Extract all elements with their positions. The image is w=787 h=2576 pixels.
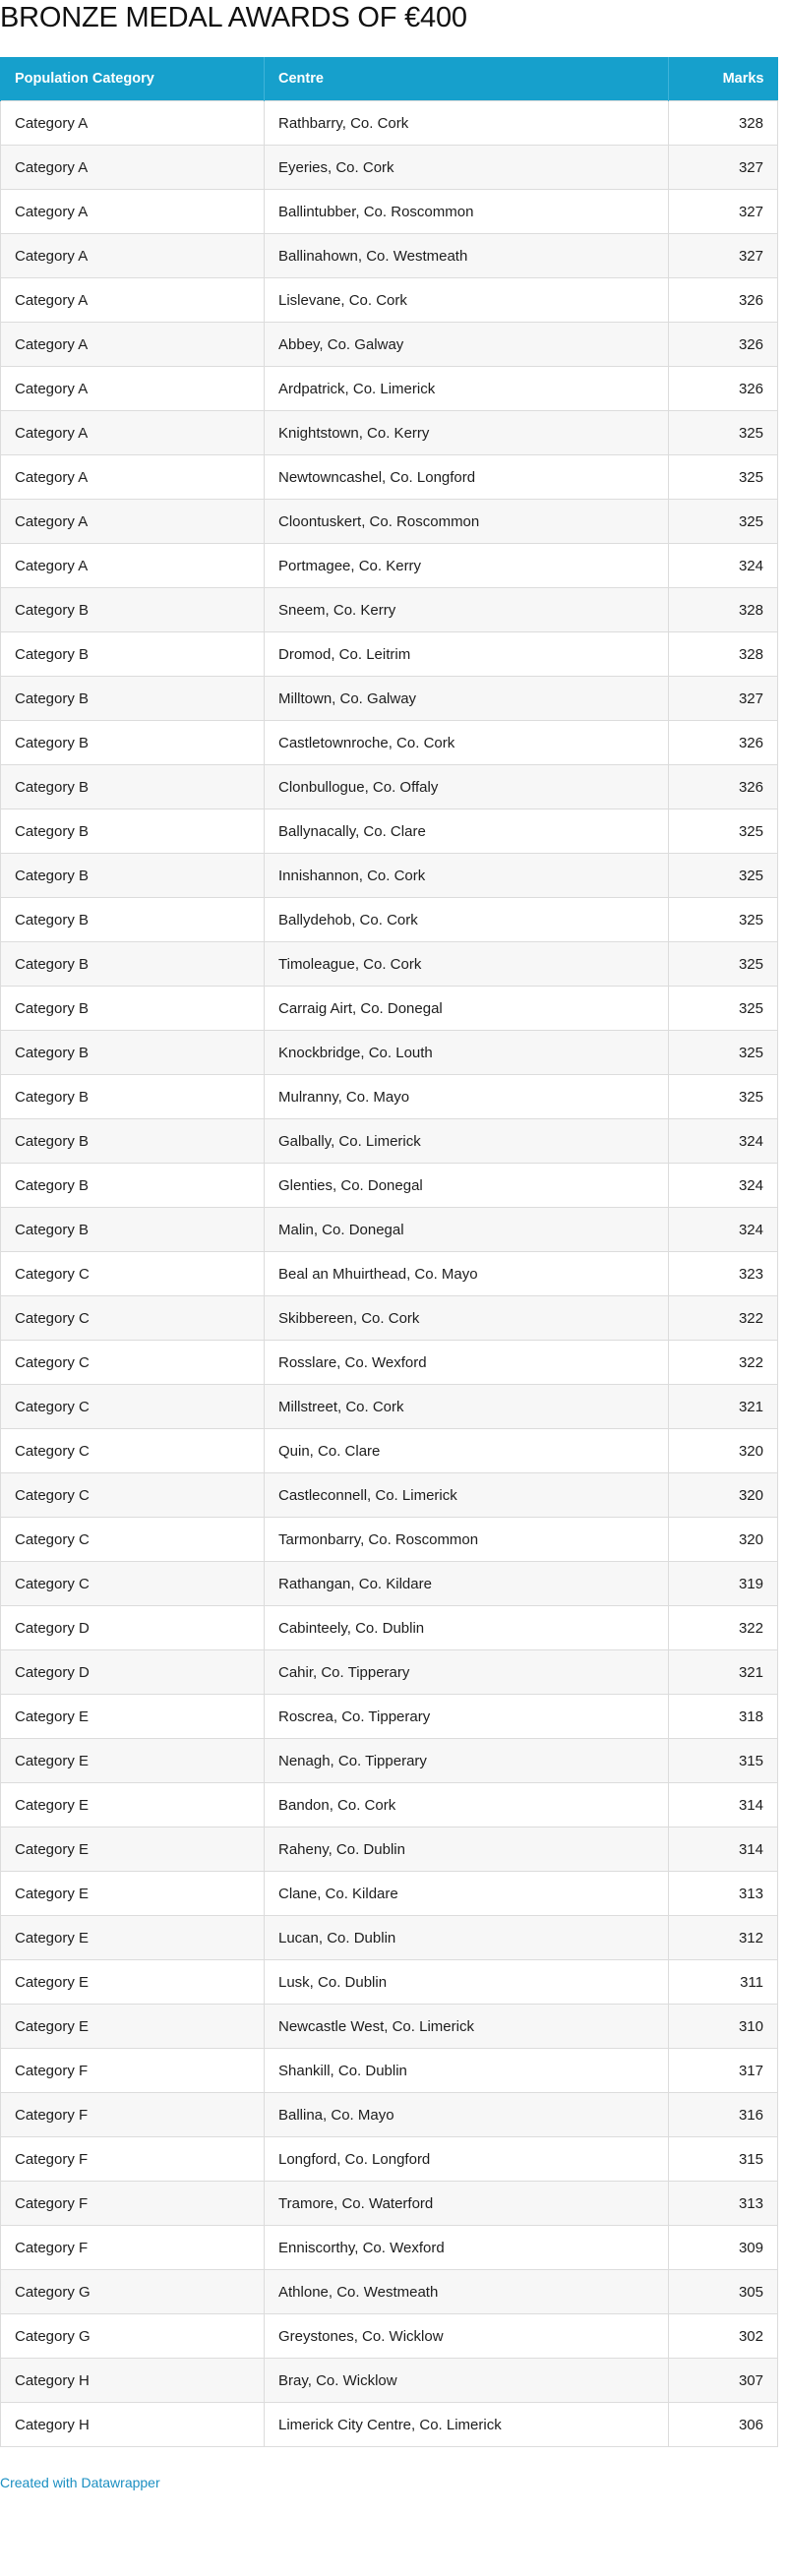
cell-marks: 310 [669,2005,778,2049]
cell-centre: Portmagee, Co. Kerry [265,544,669,588]
cell-centre: Cahir, Co. Tipperary [265,1650,669,1695]
table-row [1,1606,778,1650]
cell-marks: 321 [669,1650,778,1695]
cell-population-category: Category D [1,1606,265,1650]
cell-centre: Bandon, Co. Cork [265,1783,669,1827]
table-row [1,632,778,677]
awards-table-container [0,57,777,2447]
cell-marks: 313 [669,1872,778,1916]
table-row [1,1872,778,1916]
cell-centre: Malin, Co. Donegal [265,1208,669,1252]
table-row [1,1695,778,1739]
cell-marks: 326 [669,323,778,367]
cell-population-category: Category H [1,2403,265,2447]
cell-centre: Bray, Co. Wicklow [265,2359,669,2403]
cell-marks: 327 [669,190,778,234]
cell-centre: Longford, Co. Longford [265,2137,669,2182]
table-row [1,1252,778,1296]
cell-population-category: Category B [1,1075,265,1119]
cell-centre: Ballydehob, Co. Cork [265,898,669,942]
cell-population-category: Category B [1,1164,265,1208]
table-row [1,588,778,632]
table-header [1,57,778,101]
cell-population-category: Category A [1,278,265,323]
cell-marks: 320 [669,1518,778,1562]
cell-marks: 327 [669,146,778,190]
cell-centre: Milltown, Co. Galway [265,677,669,721]
cell-centre: Glenties, Co. Donegal [265,1164,669,1208]
cell-population-category: Category B [1,677,265,721]
cell-marks: 322 [669,1606,778,1650]
cell-population-category: Category B [1,1208,265,1252]
awards-table [0,57,778,2447]
cell-marks: 325 [669,455,778,500]
datawrapper-credit-link[interactable]: Created with Datawrapper [0,2475,160,2490]
cell-marks: 328 [669,101,778,146]
table-row [1,2005,778,2049]
cell-population-category: Category C [1,1518,265,1562]
table-row [1,323,778,367]
cell-centre: Raheny, Co. Dublin [265,1827,669,1872]
cell-centre: Castleconnell, Co. Limerick [265,1473,669,1518]
table-row [1,1518,778,1562]
cell-centre: Tarmonbarry, Co. Roscommon [265,1518,669,1562]
cell-marks: 325 [669,854,778,898]
cell-population-category: Category F [1,2049,265,2093]
cell-centre: Rathbarry, Co. Cork [265,101,669,146]
cell-marks: 302 [669,2314,778,2359]
cell-marks: 324 [669,1119,778,1164]
table-row [1,367,778,411]
cell-marks: 325 [669,942,778,987]
table-row [1,1827,778,1872]
cell-marks: 328 [669,632,778,677]
cell-marks: 326 [669,721,778,765]
cell-population-category: Category A [1,146,265,190]
cell-marks: 326 [669,765,778,809]
cell-centre: Ballina, Co. Mayo [265,2093,669,2137]
cell-marks: 306 [669,2403,778,2447]
cell-population-category: Category B [1,942,265,987]
cell-population-category: Category F [1,2093,265,2137]
cell-marks: 320 [669,1429,778,1473]
table-row [1,544,778,588]
table-row [1,765,778,809]
cell-population-category: Category E [1,1827,265,1872]
cell-centre: Knockbridge, Co. Louth [265,1031,669,1075]
cell-centre: Timoleague, Co. Cork [265,942,669,987]
cell-population-category: Category C [1,1562,265,1606]
cell-population-category: Category C [1,1252,265,1296]
cell-population-category: Category E [1,1916,265,1960]
cell-marks: 323 [669,1252,778,1296]
cell-centre: Abbey, Co. Galway [265,323,669,367]
cell-population-category: Category A [1,544,265,588]
cell-centre: Clonbullogue, Co. Offaly [265,765,669,809]
cell-marks: 325 [669,500,778,544]
cell-marks: 314 [669,1783,778,1827]
cell-centre: Lucan, Co. Dublin [265,1916,669,1960]
cell-centre: Castletownroche, Co. Cork [265,721,669,765]
cell-population-category: Category E [1,1960,265,2005]
cell-marks: 319 [669,1562,778,1606]
cell-population-category: Category B [1,721,265,765]
cell-population-category: Category A [1,234,265,278]
cell-centre: Enniscorthy, Co. Wexford [265,2226,669,2270]
table-row [1,2137,778,2182]
table-row [1,1208,778,1252]
table-row [1,898,778,942]
cell-population-category: Category H [1,2359,265,2403]
cell-population-category: Category E [1,1739,265,1783]
cell-population-category: Category B [1,898,265,942]
table-row [1,1385,778,1429]
table-row [1,1429,778,1473]
cell-population-category: Category A [1,367,265,411]
column-header-marks[interactable]: Marks [669,57,778,101]
cell-marks: 328 [669,588,778,632]
cell-centre: Lislevane, Co. Cork [265,278,669,323]
column-header-population-category[interactable]: Population Category [1,57,265,101]
table-row [1,1473,778,1518]
table-row [1,146,778,190]
cell-marks: 322 [669,1296,778,1341]
cell-population-category: Category C [1,1341,265,1385]
cell-population-category: Category B [1,854,265,898]
cell-population-category: Category G [1,2270,265,2314]
table-body [1,101,778,2447]
cell-centre: Athlone, Co. Westmeath [265,2270,669,2314]
cell-centre: Cloontuskert, Co. Roscommon [265,500,669,544]
cell-population-category: Category B [1,632,265,677]
table-row [1,1164,778,1208]
table-row [1,1739,778,1783]
cell-marks: 324 [669,1208,778,1252]
table-row [1,2093,778,2137]
table-row [1,987,778,1031]
table-row [1,1562,778,1606]
table-header-row [1,57,778,101]
table-row [1,677,778,721]
cell-centre: Tramore, Co. Waterford [265,2182,669,2226]
cell-population-category: Category C [1,1473,265,1518]
table-row [1,2049,778,2093]
column-header-centre[interactable]: Centre [265,57,669,101]
table-row [1,1119,778,1164]
cell-population-category: Category D [1,1650,265,1695]
cell-centre: Dromod, Co. Leitrim [265,632,669,677]
cell-population-category: Category B [1,765,265,809]
cell-centre: Newtowncashel, Co. Longford [265,455,669,500]
cell-centre: Limerick City Centre, Co. Limerick [265,2403,669,2447]
table-row [1,2359,778,2403]
cell-marks: 305 [669,2270,778,2314]
cell-population-category: Category B [1,1031,265,1075]
table-row [1,1031,778,1075]
cell-marks: 325 [669,1075,778,1119]
table-row [1,854,778,898]
cell-population-category: Category A [1,323,265,367]
table-row [1,278,778,323]
cell-marks: 313 [669,2182,778,2226]
cell-centre: Ardpatrick, Co. Limerick [265,367,669,411]
table-row [1,2182,778,2226]
cell-population-category: Category C [1,1385,265,1429]
cell-marks: 325 [669,1031,778,1075]
cell-marks: 325 [669,898,778,942]
cell-population-category: Category E [1,1695,265,1739]
cell-centre: Beal an Mhuirthead, Co. Mayo [265,1252,669,1296]
cell-marks: 324 [669,544,778,588]
cell-marks: 327 [669,234,778,278]
cell-centre: Innishannon, Co. Cork [265,854,669,898]
cell-centre: Mulranny, Co. Mayo [265,1075,669,1119]
table-row [1,190,778,234]
table-row [1,2403,778,2447]
cell-marks: 325 [669,987,778,1031]
cell-marks: 315 [669,1739,778,1783]
cell-marks: 324 [669,1164,778,1208]
cell-centre: Cabinteely, Co. Dublin [265,1606,669,1650]
cell-marks: 312 [669,1916,778,1960]
cell-marks: 326 [669,278,778,323]
cell-marks: 314 [669,1827,778,1872]
cell-population-category: Category B [1,809,265,854]
cell-centre: Quin, Co. Clare [265,1429,669,1473]
cell-population-category: Category E [1,2005,265,2049]
cell-centre: Greystones, Co. Wicklow [265,2314,669,2359]
cell-centre: Ballynacally, Co. Clare [265,809,669,854]
table-row [1,1960,778,2005]
cell-centre: Sneem, Co. Kerry [265,588,669,632]
table-row [1,1650,778,1695]
cell-centre: Lusk, Co. Dublin [265,1960,669,2005]
cell-centre: Skibbereen, Co. Cork [265,1296,669,1341]
table-row [1,1341,778,1385]
cell-marks: 321 [669,1385,778,1429]
table-row [1,234,778,278]
cell-population-category: Category F [1,2226,265,2270]
cell-marks: 311 [669,1960,778,2005]
cell-population-category: Category F [1,2137,265,2182]
table-row [1,809,778,854]
cell-population-category: Category B [1,1119,265,1164]
cell-centre: Carraig Airt, Co. Donegal [265,987,669,1031]
cell-marks: 320 [669,1473,778,1518]
cell-population-category: Category B [1,987,265,1031]
table-row [1,721,778,765]
cell-population-category: Category A [1,190,265,234]
cell-centre: Ballinahown, Co. Westmeath [265,234,669,278]
cell-population-category: Category F [1,2182,265,2226]
cell-centre: Nenagh, Co. Tipperary [265,1739,669,1783]
cell-marks: 325 [669,411,778,455]
page-title: BRONZE MEDAL AWARDS OF €400 [0,2,467,33]
cell-marks: 322 [669,1341,778,1385]
cell-centre: Shankill, Co. Dublin [265,2049,669,2093]
cell-population-category: Category A [1,101,265,146]
table-row [1,1296,778,1341]
cell-marks: 317 [669,2049,778,2093]
cell-marks: 316 [669,2093,778,2137]
cell-marks: 327 [669,677,778,721]
cell-population-category: Category E [1,1872,265,1916]
cell-population-category: Category C [1,1429,265,1473]
cell-marks: 307 [669,2359,778,2403]
table-row [1,455,778,500]
cell-marks: 318 [669,1695,778,1739]
cell-population-category: Category A [1,411,265,455]
table-row [1,2314,778,2359]
table-row [1,1783,778,1827]
table-row [1,500,778,544]
cell-centre: Galbally, Co. Limerick [265,1119,669,1164]
cell-population-category: Category A [1,500,265,544]
cell-centre: Newcastle West, Co. Limerick [265,2005,669,2049]
cell-population-category: Category G [1,2314,265,2359]
cell-population-category: Category B [1,588,265,632]
cell-centre: Rathangan, Co. Kildare [265,1562,669,1606]
cell-centre: Millstreet, Co. Cork [265,1385,669,1429]
cell-marks: 315 [669,2137,778,2182]
cell-centre: Eyeries, Co. Cork [265,146,669,190]
cell-centre: Roscrea, Co. Tipperary [265,1695,669,1739]
table-row [1,101,778,146]
table-row [1,411,778,455]
cell-marks: 326 [669,367,778,411]
cell-centre: Ballintubber, Co. Roscommon [265,190,669,234]
table-row [1,942,778,987]
cell-centre: Knightstown, Co. Kerry [265,411,669,455]
cell-centre: Clane, Co. Kildare [265,1872,669,1916]
table-row [1,1075,778,1119]
table-row [1,1916,778,1960]
cell-marks: 325 [669,809,778,854]
table-row [1,2270,778,2314]
cell-centre: Rosslare, Co. Wexford [265,1341,669,1385]
cell-marks: 309 [669,2226,778,2270]
cell-population-category: Category A [1,455,265,500]
table-row [1,2226,778,2270]
cell-population-category: Category E [1,1783,265,1827]
cell-population-category: Category C [1,1296,265,1341]
